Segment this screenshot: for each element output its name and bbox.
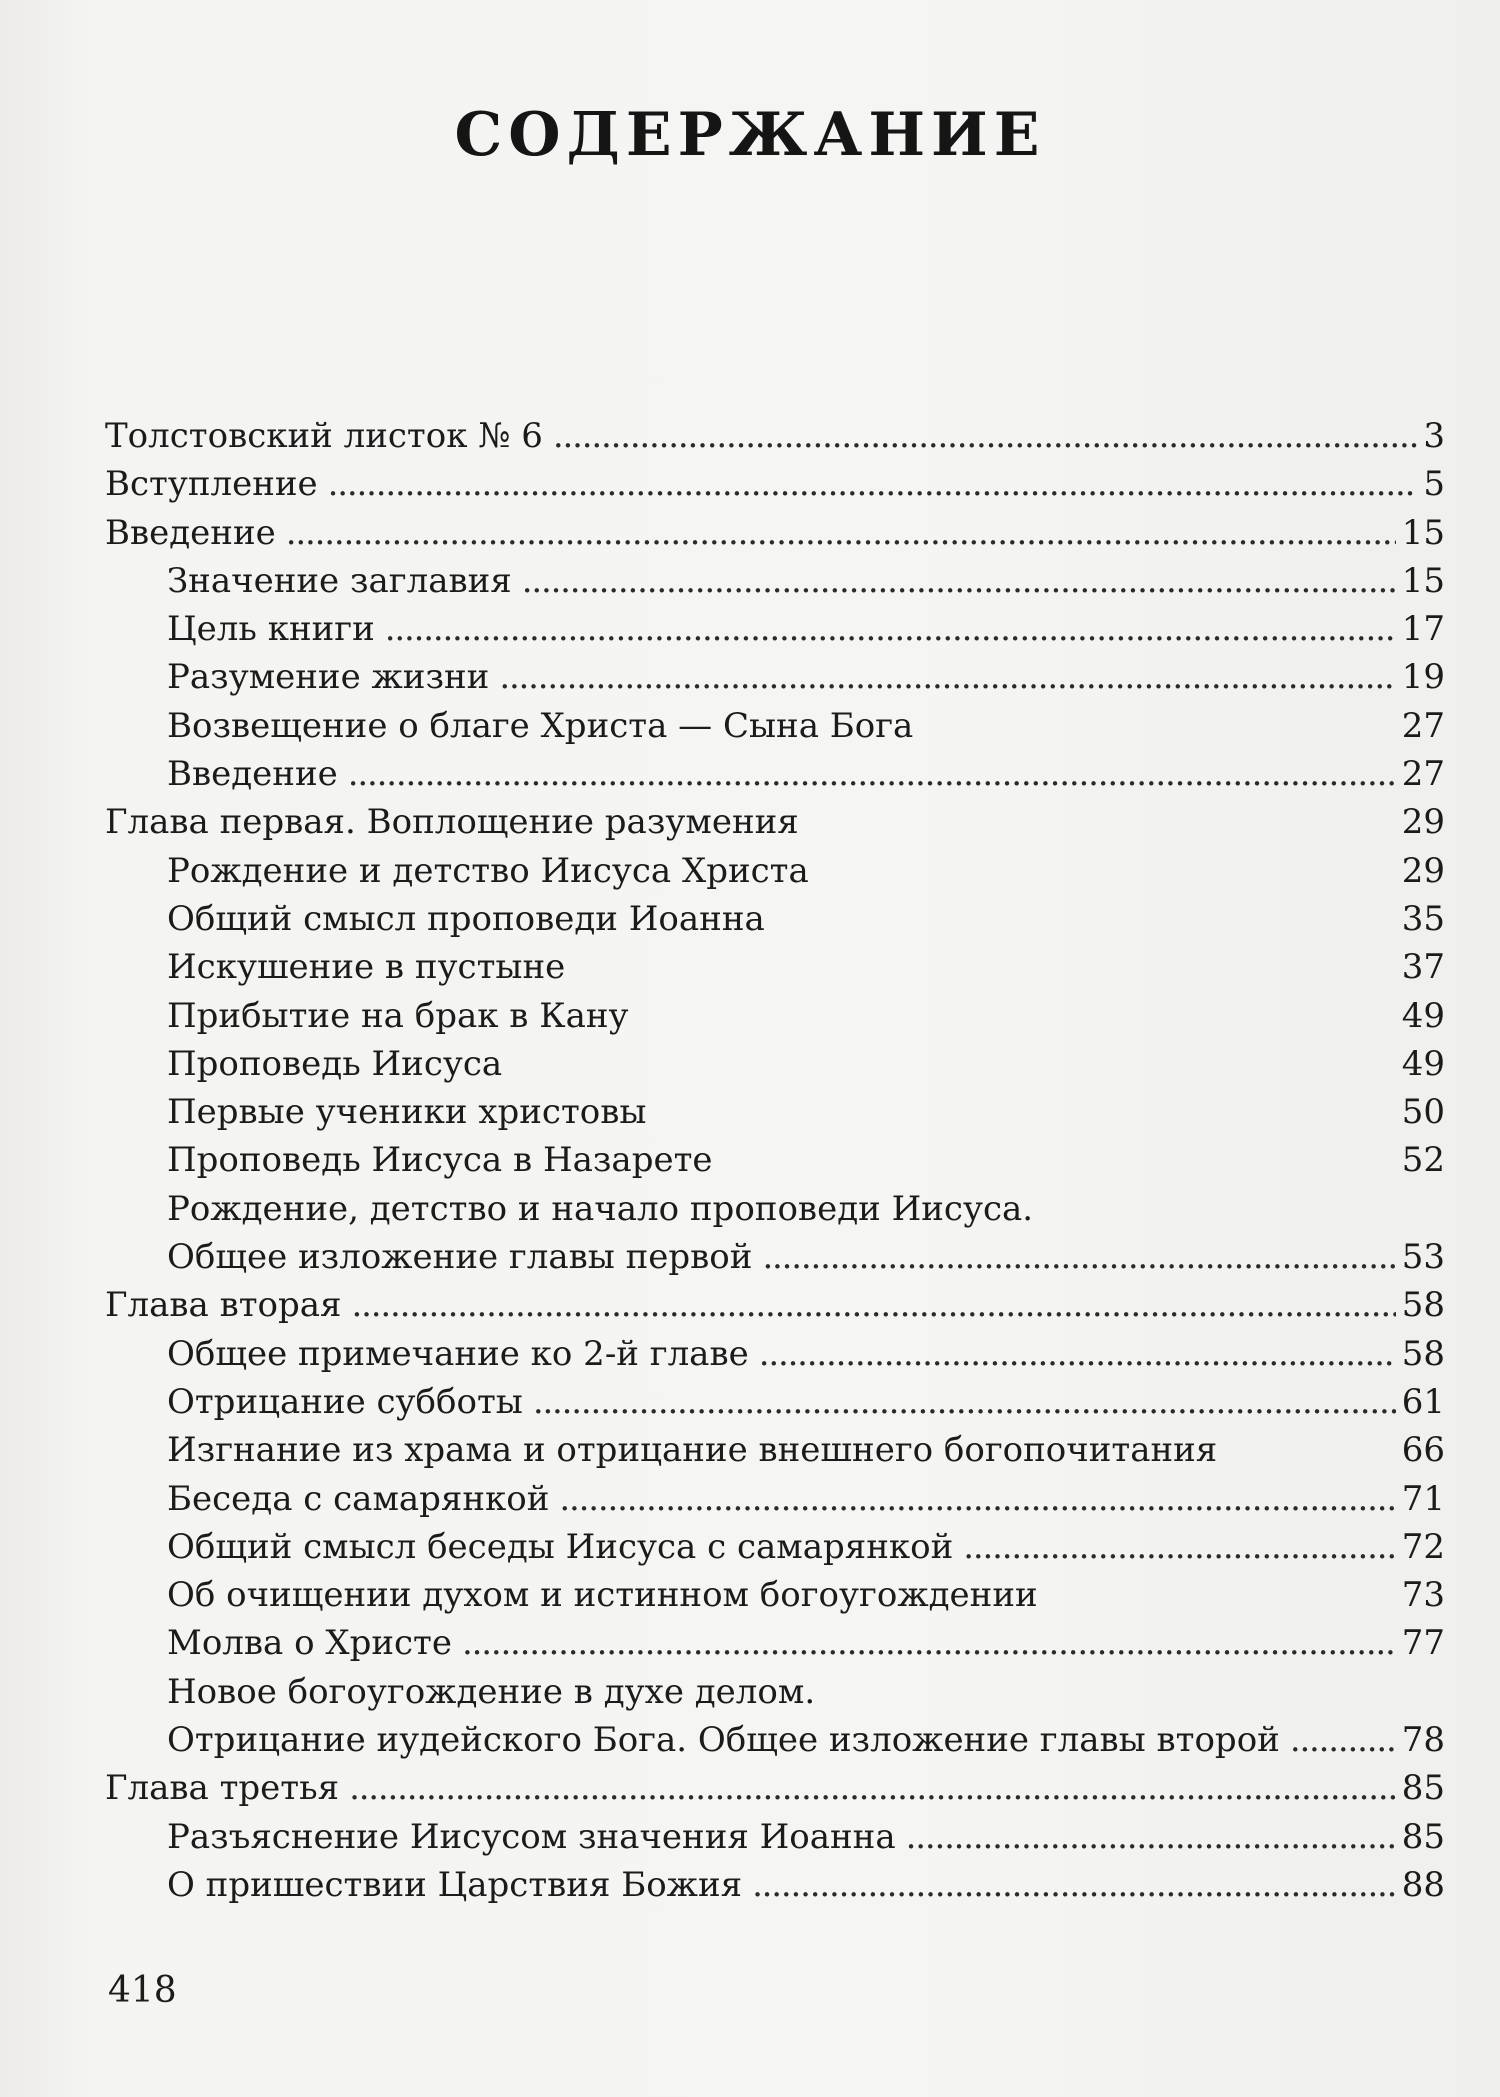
toc-subentry[interactable] xyxy=(105,1185,1445,1233)
toc-entry-page: 49 xyxy=(1401,1043,1445,1084)
toc-subentry[interactable] xyxy=(105,1813,1445,1861)
toc-subentry[interactable] xyxy=(105,653,1445,701)
toc-subentry[interactable] xyxy=(105,943,1445,991)
toc-entry-label: Рождение и детство Иисуса Христа xyxy=(167,850,809,891)
toc-subentry[interactable] xyxy=(105,1136,1445,1184)
toc-subentry[interactable] xyxy=(105,992,1445,1040)
toc-entry-label: Толстовский листок № 6 xyxy=(105,416,543,456)
toc-entry-page: 15 xyxy=(1401,512,1445,553)
toc-subentry[interactable] xyxy=(105,895,1445,943)
toc-entry-label: Об очищении духом и истинном богоугождении xyxy=(167,1575,1038,1616)
toc-entry-label: Общий смысл беседы Иисуса с самарянкой xyxy=(167,1526,954,1567)
toc-entry-page: 27 xyxy=(1401,705,1445,746)
toc-entry-page: 15 xyxy=(1401,560,1445,601)
toc-leader-dots xyxy=(963,1523,1395,1571)
toc-entry-label: Значение заглавия xyxy=(167,560,512,601)
toc-subentry[interactable] xyxy=(105,847,1445,895)
page-title: СОДЕРЖАНИЕ xyxy=(454,100,1046,170)
toc-entry-page: 58 xyxy=(1401,1333,1445,1374)
toc-entry-label: Рождение, детство и начало проповеди Иисуса. xyxy=(167,1188,1034,1229)
toc-entry-label: Первые ученики христовы xyxy=(167,1092,647,1133)
toc-leader-dots xyxy=(906,1813,1396,1861)
toc-subentry[interactable] xyxy=(105,1716,1445,1764)
toc-subentry[interactable] xyxy=(105,1571,1445,1619)
toc-entry-page: 29 xyxy=(1401,850,1445,891)
toc-leader-dots xyxy=(522,557,1396,605)
toc-entry-label: Разъяснение Иисусом значения Иоанна xyxy=(167,1816,896,1857)
toc-entry-page: 77 xyxy=(1401,1623,1445,1664)
toc-leader-dots xyxy=(499,653,1395,701)
toc-subentry[interactable] xyxy=(105,1088,1445,1136)
toc-subentry[interactable] xyxy=(105,750,1445,798)
toc-entry[interactable] xyxy=(105,1764,1445,1812)
toc-entry-label: Цель книги xyxy=(167,609,375,650)
toc-entry-label: Глава первая. Воплощение разумения xyxy=(105,802,799,843)
toc-subentry[interactable] xyxy=(105,1040,1445,1088)
toc-subentry[interactable] xyxy=(105,1619,1445,1667)
toc-entry-page: 85 xyxy=(1401,1768,1445,1809)
toc-entry-page: 61 xyxy=(1401,1381,1445,1422)
toc-entry-label: Общий смысл проповеди Иоанна xyxy=(167,898,765,939)
toc-entry-page: 52 xyxy=(1401,1140,1445,1181)
toc-entry-page: 53 xyxy=(1401,1237,1445,1278)
toc-entry-label: Вступление xyxy=(105,464,318,505)
toc-entry-label: Новое богоугождение в духе делом. xyxy=(167,1671,816,1712)
toc-entry-page: 88 xyxy=(1401,1864,1445,1905)
toc-entry-label: Проповедь Иисуса xyxy=(167,1043,503,1084)
toc-entry-label: Общее изложение главы первой xyxy=(167,1237,753,1278)
toc-entry[interactable] xyxy=(105,798,1445,846)
toc-subentry[interactable] xyxy=(105,1233,1445,1281)
toc-entry-page: 5 xyxy=(1423,464,1445,505)
toc-entry-label: О пришествии Царствия Божия xyxy=(167,1864,743,1905)
toc-subentry[interactable] xyxy=(105,1426,1445,1474)
toc-subentry[interactable] xyxy=(105,605,1445,653)
toc-subentry[interactable] xyxy=(105,1475,1445,1523)
toc-entry-page: 29 xyxy=(1401,802,1445,843)
toc-leader-dots xyxy=(559,1475,1395,1523)
toc-entry-page: 71 xyxy=(1401,1478,1445,1519)
toc-leader-dots xyxy=(328,460,1418,508)
toc-entry-page: 78 xyxy=(1401,1720,1445,1761)
toc-entry[interactable] xyxy=(105,1281,1445,1329)
toc-entry-label: Введение xyxy=(105,512,276,553)
toc-leader-dots xyxy=(286,509,1396,557)
toc-entry-page: 49 xyxy=(1401,995,1445,1036)
toc-entry-label: Глава третья xyxy=(105,1768,340,1809)
toc-subentry[interactable] xyxy=(105,557,1445,605)
toc-leader-dots xyxy=(533,1378,1396,1426)
toc-entry-label: Прибытие на брак в Кану xyxy=(167,995,629,1036)
toc-entry[interactable] xyxy=(105,460,1445,508)
toc-subentry[interactable] xyxy=(105,1378,1445,1426)
toc-entry-label: Глава вторая xyxy=(105,1285,342,1326)
table-of-contents xyxy=(105,412,1445,1909)
toc-entry-page: 66 xyxy=(1401,1430,1445,1471)
toc-entry-page: 3 xyxy=(1423,416,1445,456)
toc-subentry[interactable] xyxy=(105,1861,1445,1909)
toc-entry-label: Изгнание из храма и отрицание внешнего богопочитания xyxy=(167,1430,1218,1471)
toc-entry-page: 58 xyxy=(1401,1285,1445,1326)
toc-entry-label: Проповедь Иисуса в Назарете xyxy=(167,1140,713,1181)
toc-entry-label: Беседа с самарянкой xyxy=(167,1478,550,1519)
toc-entry-page: 85 xyxy=(1401,1816,1445,1857)
toc-leader-dots xyxy=(385,605,1396,653)
toc-entry-page: 19 xyxy=(1401,657,1445,698)
toc-entry-label: Разумение жизни xyxy=(167,657,490,698)
toc-entry-page: 35 xyxy=(1401,898,1445,939)
toc-entry-page: 37 xyxy=(1401,947,1445,988)
toc-entry-label: Молва о Христе xyxy=(167,1623,452,1664)
toc-leader-dots xyxy=(752,1861,1396,1909)
toc-leader-dots xyxy=(762,1233,1395,1281)
toc-entry[interactable] xyxy=(105,509,1445,557)
toc-entry-label: Отрицание иудейского Бога. Общее изложение главы второй xyxy=(167,1720,1280,1761)
toc-entry-label: Отрицание субботы xyxy=(167,1381,523,1422)
toc-entry-label: Искушение в пустыне xyxy=(167,947,566,988)
toc-leader-dots xyxy=(348,750,1396,798)
toc-subentry[interactable] xyxy=(105,1330,1445,1378)
toc-subentry[interactable] xyxy=(105,1668,1445,1716)
toc-entry-page: 27 xyxy=(1401,754,1445,795)
toc-entry-label: Общее примечание ко 2-й главе xyxy=(167,1333,749,1374)
toc-entry-label: Возвещение о благе Христа — Сына Бога xyxy=(167,705,914,746)
toc-entry-page: 17 xyxy=(1401,609,1445,650)
toc-subentry[interactable] xyxy=(105,702,1445,750)
toc-leader-dots xyxy=(759,1330,1396,1378)
toc-leader-dots xyxy=(462,1619,1396,1667)
page-number: 418 xyxy=(108,1970,177,2011)
toc-entry-page: 73 xyxy=(1401,1575,1445,1616)
toc-leader-dots xyxy=(352,1281,1396,1329)
toc-entry-label: Введение xyxy=(167,754,338,795)
toc-leader-dots xyxy=(1290,1716,1396,1764)
toc-subentry[interactable] xyxy=(105,1523,1445,1571)
toc-entry-page: 72 xyxy=(1401,1526,1445,1567)
toc-entry[interactable] xyxy=(105,412,1445,460)
toc-entry-page: 50 xyxy=(1401,1092,1445,1133)
toc-leader-dots xyxy=(349,1764,1396,1812)
toc-leader-dots xyxy=(553,412,1417,460)
